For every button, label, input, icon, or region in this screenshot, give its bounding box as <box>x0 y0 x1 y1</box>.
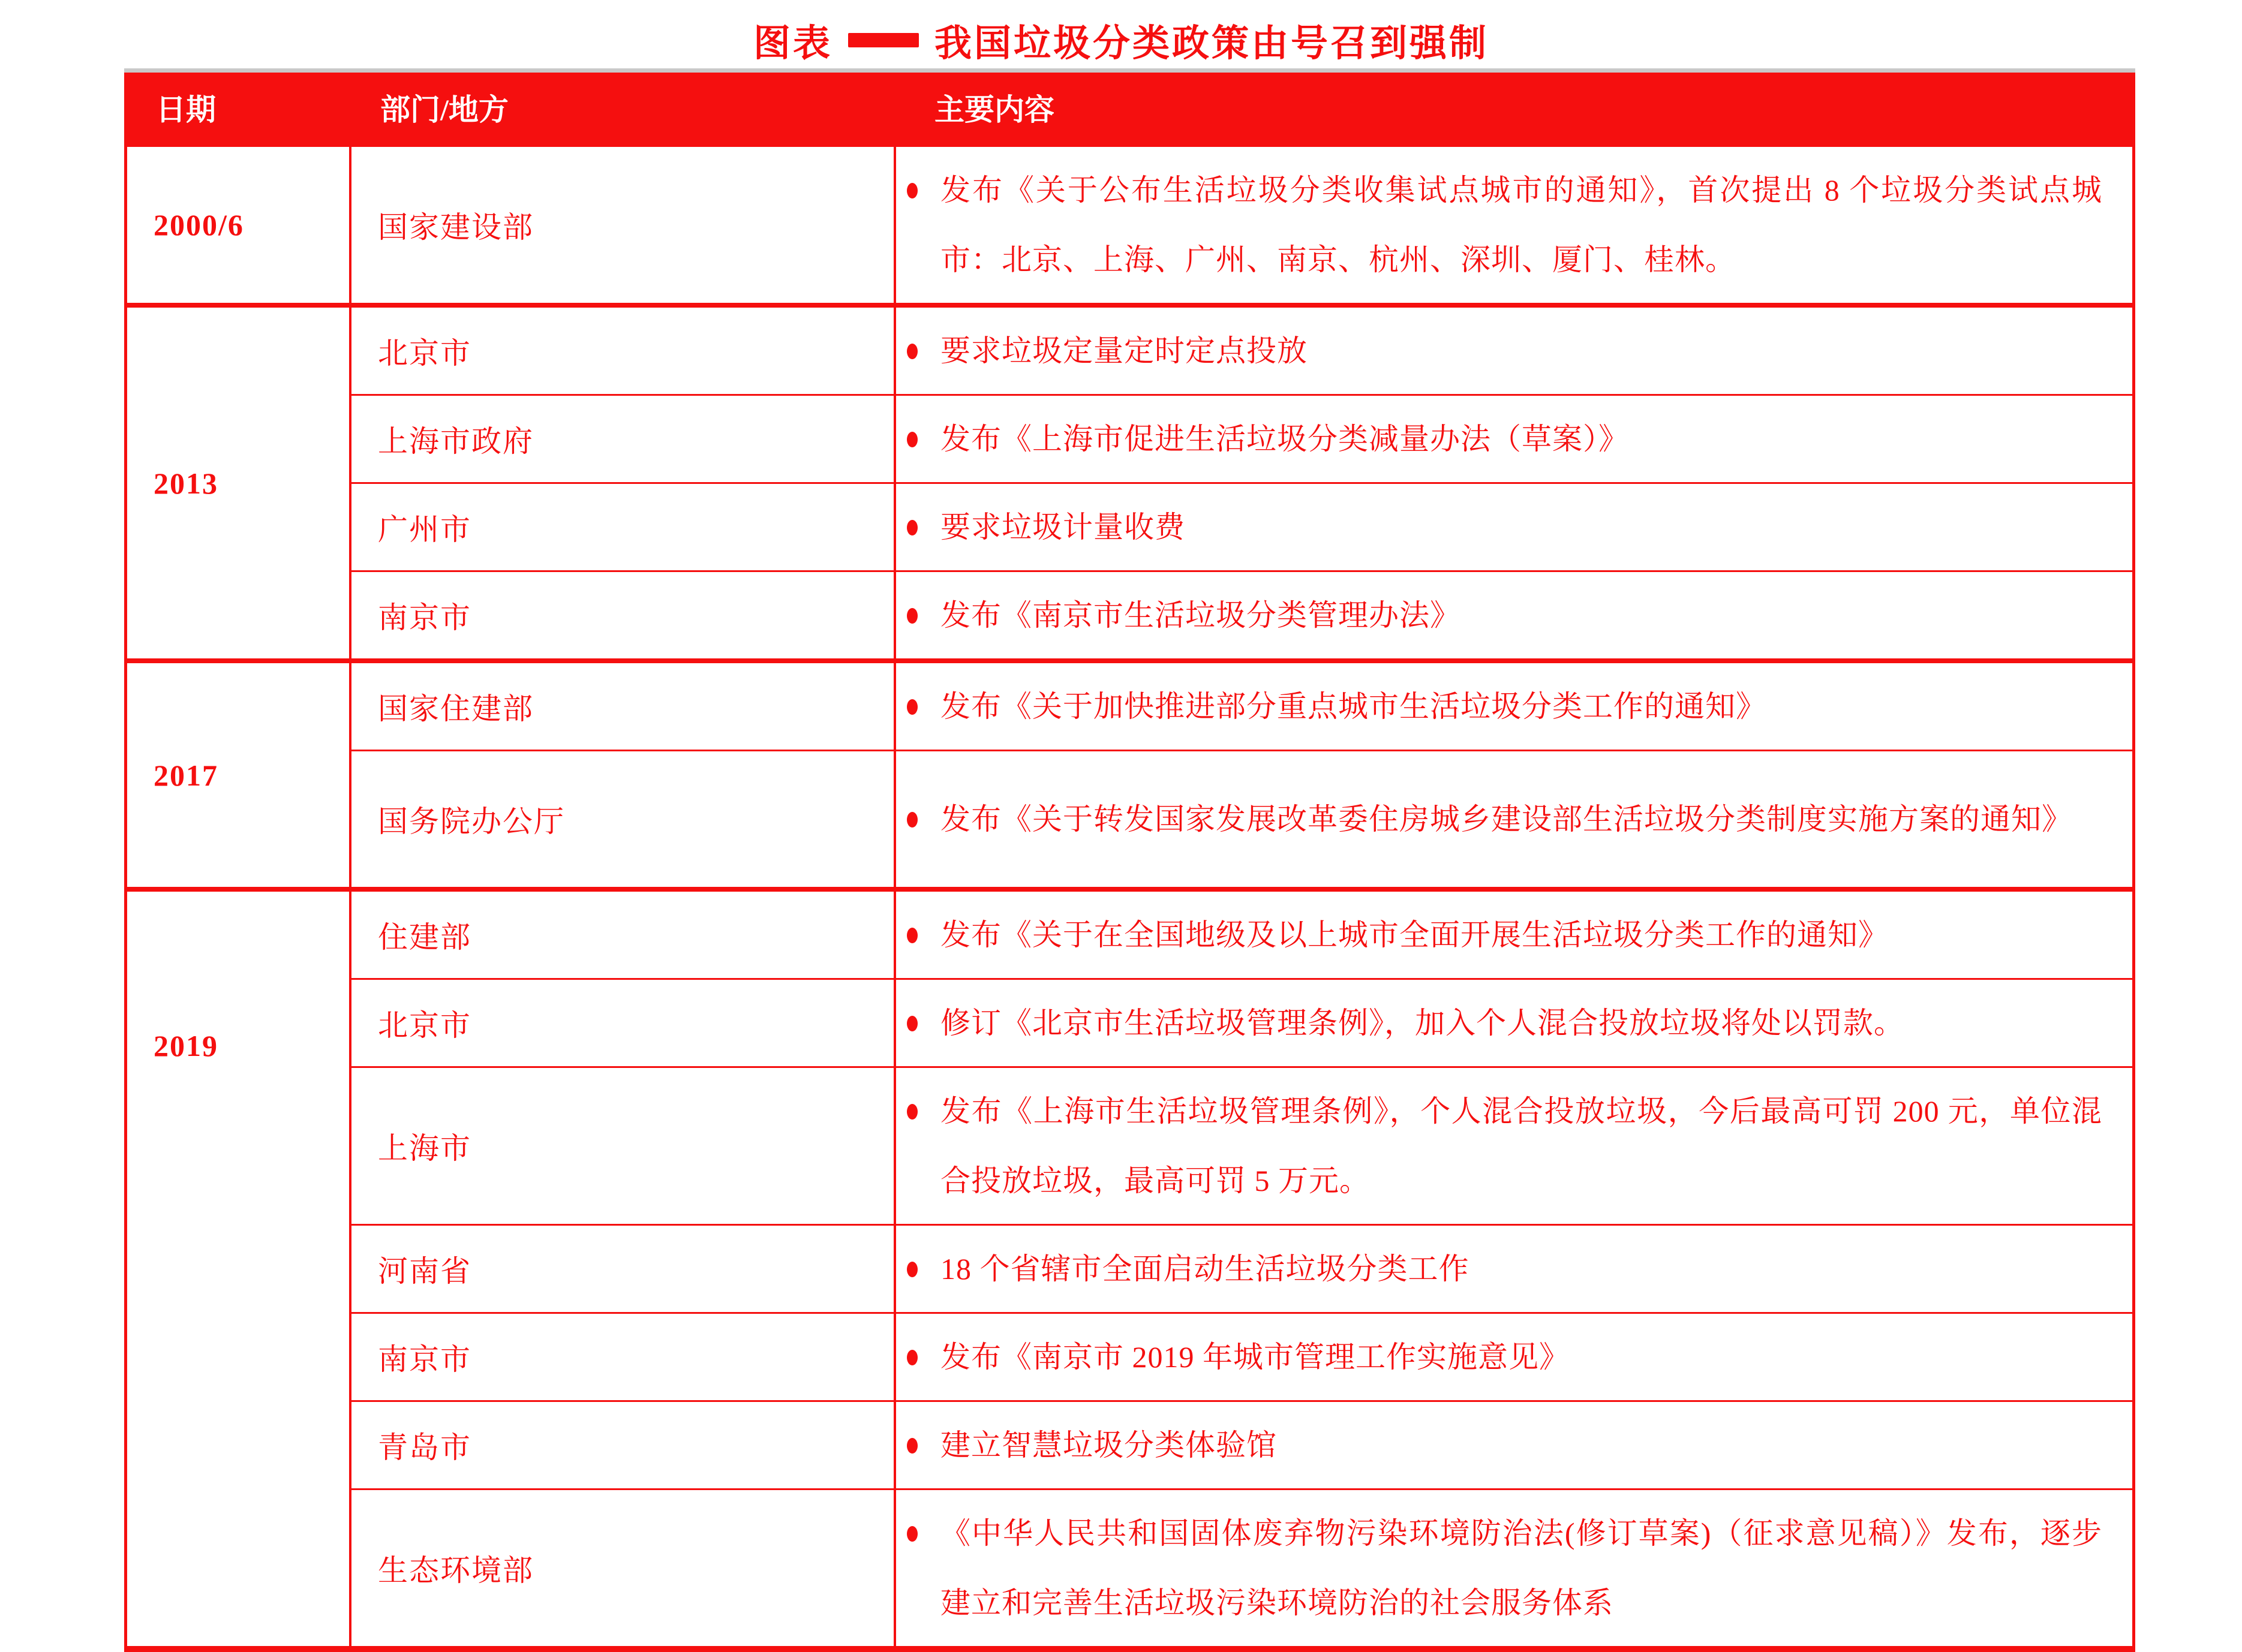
content-cell <box>896 1402 2132 1488</box>
table-header-row <box>127 73 2132 142</box>
year-group-2017 <box>127 658 2132 887</box>
content-text: 建立智慧垃圾分类体验馆 <box>940 1428 1277 1462</box>
content-cell <box>896 980 2132 1066</box>
table-row <box>351 892 2132 978</box>
content-cell <box>896 484 2132 570</box>
bullet-icon <box>907 1526 918 1542</box>
table-row <box>351 750 2132 887</box>
content-cell <box>896 396 2132 482</box>
bullet-icon <box>907 1262 918 1277</box>
dept-cell: 河南省 <box>351 1226 896 1312</box>
content-text: 发布《关于公布生活垃圾分类收集试点城市的通知》，首次提出 8 个垃圾分类试点城市：北京、上海、广州、南京、杭州、深圳、厦门、桂林。 <box>940 173 2102 276</box>
year-cell: 2000/6 <box>127 147 351 303</box>
bullet-icon <box>907 1016 918 1031</box>
content-cell <box>896 1314 2132 1400</box>
table-row <box>351 1488 2132 1646</box>
content-text: 《中华人民共和国固体废弃物污染环境防治法(修订草案)（征求意见稿）》发布，逐步建立和完善生活垃圾污染环境防治的社会服务体系 <box>940 1516 2102 1620</box>
bullet-icon <box>907 1350 918 1365</box>
content-text: 18 个省辖市全面启动生活垃圾分类工作 <box>940 1252 1469 1286</box>
content-text: 修订《北京市生活垃圾管理条例》，加入个人混合投放垃圾将处以罚款。 <box>940 1006 1904 1040</box>
content-cell <box>896 1490 2132 1646</box>
content-text: 发布《上海市生活垃圾管理条例》，个人混合投放垃圾，今后最高可罚 200 元，单位混合投放垃圾，最高可罚 5 万元。 <box>940 1094 2102 1197</box>
dept-cell: 青岛市 <box>351 1402 896 1488</box>
policy-table <box>124 73 2135 1652</box>
year-group-2019 <box>127 887 2132 1646</box>
bullet-icon <box>907 183 918 198</box>
bullet-icon <box>907 1104 918 1120</box>
content-cell <box>896 751 2132 887</box>
header-main-content: 主要内容 <box>934 93 1054 127</box>
content-cell <box>896 663 2132 750</box>
dept-cell: 上海市 <box>351 1068 896 1224</box>
year-group-2013 <box>127 303 2132 658</box>
table-row <box>351 978 2132 1066</box>
content-cell <box>896 892 2132 978</box>
content-cell <box>896 572 2132 658</box>
figure-title-main: 我国垃圾分类政策由号召到强制 <box>934 23 1489 64</box>
year-cell: 2013 <box>127 308 351 658</box>
top-grey-rule <box>124 68 2135 73</box>
table-row <box>351 570 2132 658</box>
content-text: 发布《关于转发国家发展改革委住房城乡建设部生活垃圾分类制度实施方案的通知》 <box>940 802 2072 836</box>
dept-cell: 北京市 <box>351 308 896 394</box>
content-cell <box>896 1068 2132 1224</box>
title-dash-icon <box>848 33 919 47</box>
content-text: 发布《关于在全国地级及以上城市全面开展生活垃圾分类工作的通知》 <box>940 918 1889 952</box>
figure-title <box>0 13 2242 67</box>
header-department: 部门/地方 <box>380 93 509 127</box>
bullet-icon <box>907 344 918 359</box>
content-cell <box>896 1226 2132 1312</box>
content-cell <box>896 147 2132 303</box>
dept-cell: 住建部 <box>351 892 896 978</box>
bullet-icon <box>907 520 918 535</box>
bullet-icon <box>907 812 918 827</box>
table-row <box>351 1400 2132 1488</box>
dept-cell: 南京市 <box>351 1314 896 1400</box>
table-row <box>351 1066 2132 1224</box>
dept-cell: 北京市 <box>351 980 896 1066</box>
bullet-icon <box>907 928 918 943</box>
table-row <box>351 147 2132 303</box>
header-date: 日期 <box>156 93 216 127</box>
table-row <box>351 394 2132 482</box>
table-row <box>351 663 2132 750</box>
table-row <box>351 482 2132 570</box>
year-cell: 2017 <box>127 663 351 887</box>
bullet-icon <box>907 432 918 447</box>
dept-cell: 上海市政府 <box>351 396 896 482</box>
content-text: 发布《关于加快推进部分重点城市生活垃圾分类工作的通知》 <box>940 690 1766 723</box>
content-text: 要求垃圾计量收费 <box>940 510 1185 544</box>
figure-title-prefix: 图表 <box>753 23 833 64</box>
year-group-2000-6 <box>127 142 2132 303</box>
bullet-icon <box>907 699 918 715</box>
dept-cell: 国家住建部 <box>351 663 896 750</box>
dept-cell: 广州市 <box>351 484 896 570</box>
bullet-icon <box>907 1438 918 1454</box>
dept-cell: 国家建设部 <box>351 147 896 303</box>
content-cell <box>896 308 2132 394</box>
table-row <box>351 308 2132 394</box>
dept-cell: 国务院办公厅 <box>351 751 896 887</box>
table-row <box>351 1224 2132 1312</box>
content-text: 发布《上海市促进生活垃圾分类减量办法（草案）》 <box>940 422 1629 456</box>
dept-cell: 生态环境部 <box>351 1490 896 1646</box>
year-cell: 2019 <box>127 892 351 1646</box>
content-text: 发布《南京市生活垃圾分类管理办法》 <box>940 598 1460 632</box>
table-row <box>351 1312 2132 1400</box>
content-text: 发布《南京市 2019 年城市管理工作实施意见》 <box>940 1340 1570 1374</box>
bullet-icon <box>907 608 918 624</box>
dept-cell: 南京市 <box>351 572 896 658</box>
content-text: 要求垃圾定量定时定点投放 <box>940 334 1308 368</box>
